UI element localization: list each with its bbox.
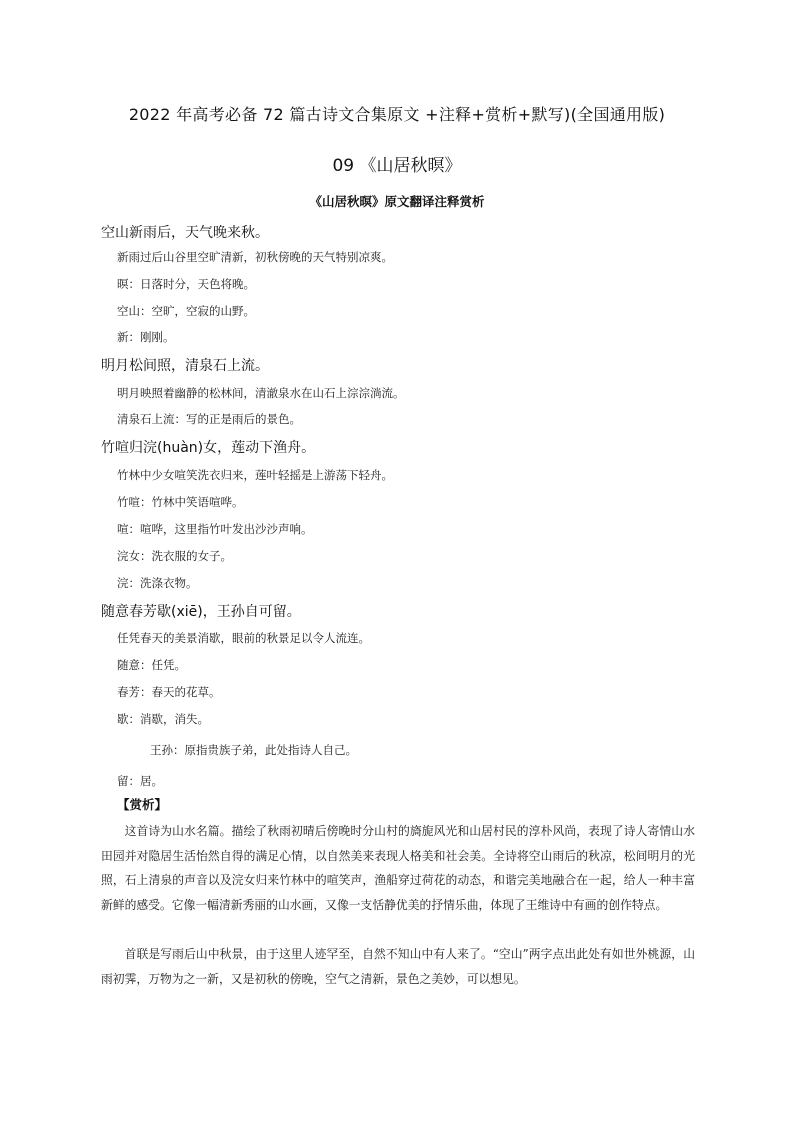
translation-line: 竹林中少女喧笑洗衣归来，莲叶轻摇是上游荡下轻舟。 <box>117 468 393 482</box>
translation-line: 明月映照着幽静的松林间，清澈泉水在山石上淙淙淌流。 <box>117 386 405 400</box>
verse-line: 空山新雨后，天气晚来秋。 <box>101 225 269 241</box>
annotation-line: 浣：洗涤衣物。 <box>117 576 198 590</box>
annotation-line: 暝：日落时分，天色将晚。 <box>117 277 255 291</box>
annotation-line: 清泉石上流：写的正是雨后的景色。 <box>117 412 301 426</box>
verse-line: 竹喧归浣(huàn)女，莲动下渔舟。 <box>101 440 316 456</box>
annotation-line: 喧：喧哗，这里指竹叶发出沙沙声响。 <box>117 522 313 536</box>
annotation-line: 空山：空旷，空寂的山野。 <box>117 304 255 318</box>
translation-line: 新雨过后山谷里空旷清新，初秋傍晚的天气特别凉爽。 <box>117 250 393 264</box>
analysis-paragraph: 这首诗为山水名篇。描绘了秋雨初晴后傍晚时分山村的旖旎风光和山居村民的淳朴风尚，表现了诗人寄情山水田园并对隐居生活怡然自得的满足心情，以自然美来表现人格美和社会美。全诗将空山雨后的秋凉，松间明月的光照，石上清泉的声音以及浣女归来竹林中的喧笑声，渔船穿过荷花的动态，和谐完美地融合在一起，给人一种丰富新鲜的感受。它像一幅清新秀丽的山水画，又像一支恬静优美的抒情乐曲，体现了王维诗中有画的创作特点。 <box>101 824 695 913</box>
verse-line: 随意春芳歇(xiē)，王孙自可留。 <box>101 604 301 620</box>
annotation-line: 春芳：春天的花草。 <box>117 685 221 699</box>
annotation-line: 浣女：洗衣服的女子。 <box>117 549 232 563</box>
annotation-line: 新：刚刚。 <box>117 330 175 344</box>
annotation-line: 随意：任凭。 <box>117 658 186 672</box>
annotation-line: 竹喧：竹林中笑语喧哗。 <box>117 495 244 509</box>
analysis-paragraph: 首联是写雨后山中秋景，由于这里人迹罕至，自然不知山中有人来了。“空山”两字点出此处有如世外桃源，山雨初霁，万物为之一新，又是初秋的傍晚，空气之清新，景色之美妙，可以想见。 <box>101 947 695 986</box>
annotation-line: 王孙：原指贵族子弟，此处指诗人自己。 <box>150 743 357 757</box>
analysis-heading: 【赏析】 <box>117 797 168 812</box>
poem-title: 09 《山居秋暝》 <box>332 156 462 176</box>
document-title: 2022 年高考必备 72 篇古诗文合集原文 +注释+赏析+默写)(全国通用版) <box>128 105 666 124</box>
verse-line: 明月松间照，清泉石上流。 <box>101 358 269 374</box>
annotation-line: 歇：消歇，消失。 <box>117 712 209 726</box>
translation-line: 任凭春天的美景消歇，眼前的秋景足以令人流连。 <box>117 631 370 645</box>
annotation-line: 留：居。 <box>117 774 163 788</box>
section-heading: 《山居秋暝》原文翻译注释赏析 <box>309 194 485 209</box>
